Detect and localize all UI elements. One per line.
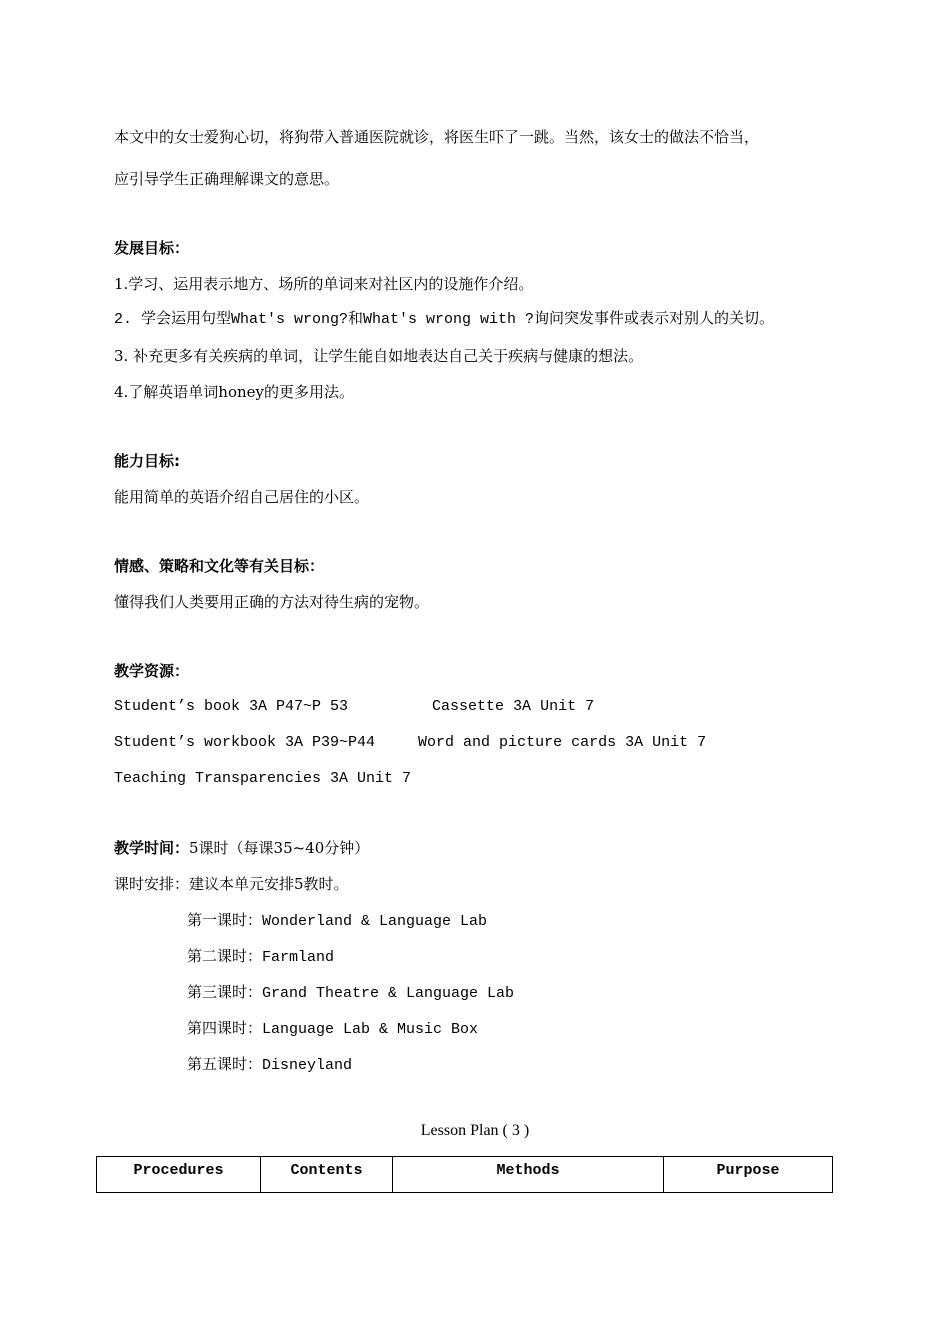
resource-item: Word and picture cards 3A Unit 7 [418, 734, 707, 751]
emotion-goals-heading: 情感、策略和文化等有关目标： [114, 557, 325, 575]
lesson-arrangement: 课时安排：建议本单元安排5教时。 [114, 875, 349, 893]
ability-goals-heading: 能力目标: [114, 452, 180, 470]
development-goals-heading: 发展目标： [114, 239, 190, 257]
resource-item: Cassette 3A Unit 7 [432, 698, 595, 715]
resources-heading: 教学资源： [114, 662, 190, 680]
resource-item: Student’s book 3A P47~P 53 [114, 698, 349, 715]
development-goal-item: 4.了解英语单词honey的更多用法。 [114, 383, 355, 401]
intro-line-1: 本文中的女士爱狗心切，将狗带入普通医院就诊，将医生吓了一跳。当然，该女士的做法不恰当， [114, 128, 760, 146]
column-header-procedures: Procedures [97, 1157, 261, 1193]
resource-line-3: Teaching Transparencies 3A Unit 7 [114, 770, 412, 787]
table-header-row [97, 1157, 833, 1193]
lesson-plan-table [96, 1156, 833, 1193]
development-goal-item: 3. 补充更多有关疾病的单词，让学生能自如地表达自己关于疾病与健康的想法。 [114, 347, 644, 365]
column-header-purpose: Purpose [664, 1157, 833, 1193]
emotion-goals-text: 懂得我们人类要用正确的方法对待生病的宠物。 [114, 593, 430, 611]
lesson-schedule-item: 第三课时：Grand Theatre & Language Lab [187, 983, 515, 1002]
lesson-schedule-item: 第四课时：Language Lab & Music Box [187, 1019, 479, 1038]
development-goal-item: 1.学习、运用表示地方、场所的单词来对社区内的设施作介绍。 [114, 275, 534, 293]
teaching-time-label: 教学时间： [114, 839, 190, 857]
intro-line-2: 应引导学生正确理解课文的意思。 [114, 170, 340, 188]
teaching-time-value: 5课时（每课35~40分钟） [189, 839, 370, 857]
resource-line-2 [114, 733, 706, 753]
resource-line-1 [114, 697, 594, 717]
teaching-time [114, 838, 369, 858]
column-header-methods: Methods [393, 1157, 664, 1193]
lesson-schedule-item: 第二课时：Farmland [187, 947, 335, 966]
ability-goals-text: 能用简单的英语介绍自己居住的小区。 [114, 488, 370, 506]
lesson-plan-caption: Lesson Plan ( 3 ) [420, 1122, 530, 1139]
lesson-schedule-item: 第一课时：Wonderland & Language Lab [187, 911, 488, 930]
resource-item: Student’s workbook 3A P39~P44 [114, 734, 376, 751]
column-header-contents: Contents [261, 1157, 393, 1193]
development-goal-item: 2. 学会运用句型What's wrong?和What's wrong with ?询问突发事件或表示对别人的关切。 [114, 311, 775, 328]
lesson-schedule-item: 第五课时：Disneyland [187, 1055, 353, 1074]
